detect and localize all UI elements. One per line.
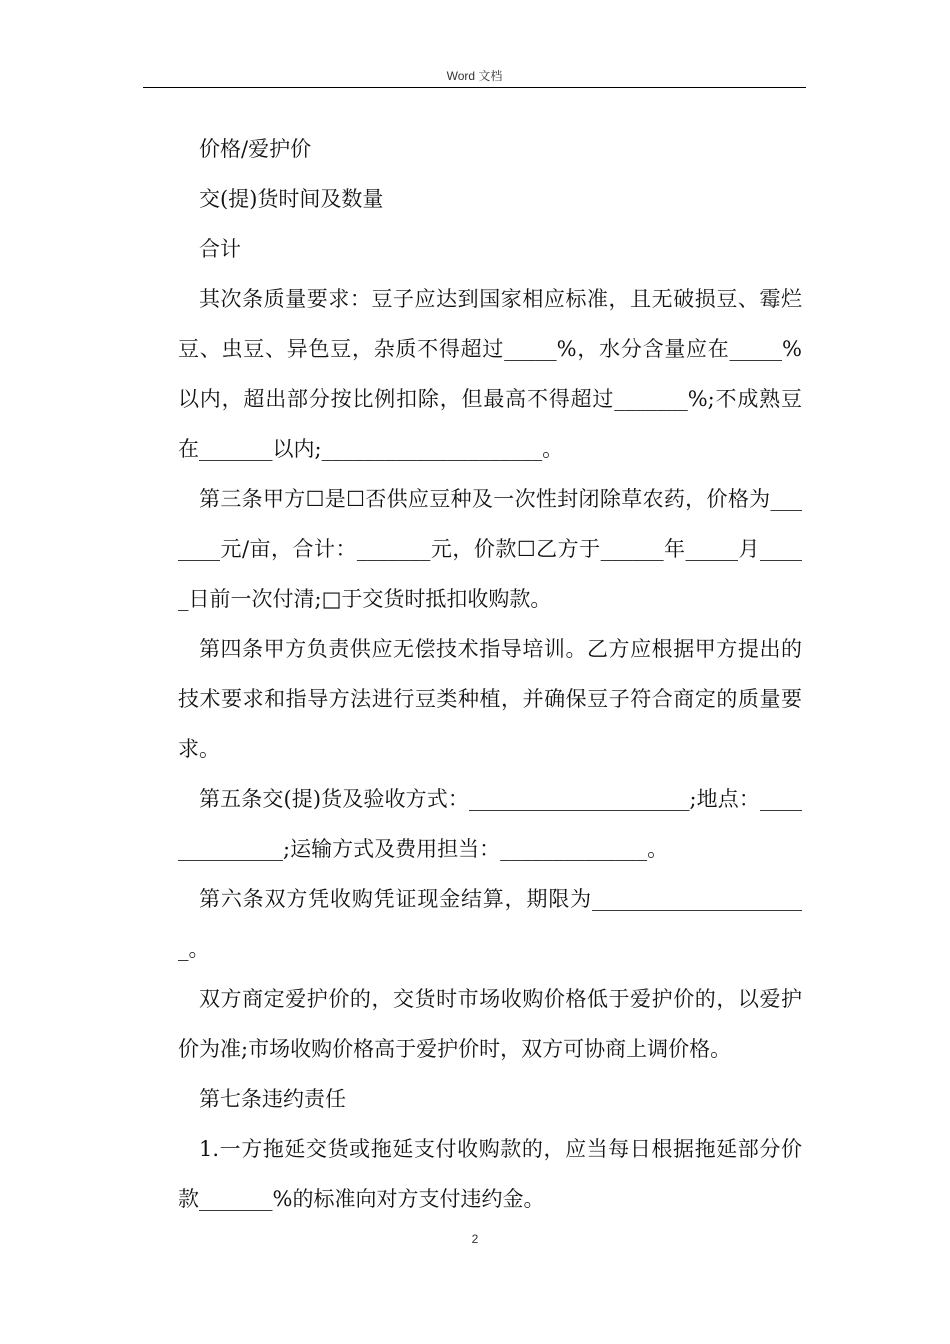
header-divider	[143, 87, 806, 88]
paragraph-article-2-quality: 其次条质量要求：豆子应达到国家相应标准，且无破损豆、霉烂豆、虫豆、异色豆，杂质不得超过_____%，水分含量应在_____%以内，超出部分按比例扣除，但最高不得超过_______%;不成熟豆在_______以内;_____________________。	[178, 287, 802, 461]
paragraph-article-3-seeds: 第三条甲方☐是☐否供应豆种及一次性封闭除草农药，价格为_______元/亩，合计：_______元，价款☐乙方于______年_____月_____日前一次付清;□于交货时抵扣收购款。	[178, 487, 802, 611]
page-number: 2	[471, 1232, 479, 1246]
page-header-title: Word 文档	[446, 69, 503, 83]
paragraph-article-4-training: 第四条甲方负责供应无偿技术指导培训。乙方应根据甲方提出的技术要求和指导方法进行豆类种植，并确保豆子符合商定的质量要求。	[178, 637, 802, 761]
paragraph-article-7-heading: 第七条违约责任	[199, 1087, 346, 1111]
paragraph-protected-price: 双方商定爱护价的，交货时市场收购价格低于爱护价的，以爱护价为准;市场收购价格高于爱护价时，双方可协商上调价格。	[178, 987, 802, 1061]
paragraph-article-6-settlement: 第六条双方凭收购凭证现金结算，期限为_____________________。	[178, 887, 802, 961]
document-body	[178, 124, 802, 1224]
paragraph-article-7-item-1: 1.一方拖延交货或拖延支付收购款的，应当每日根据拖延部分价款_______%的标准向对方支付违约金。	[178, 1137, 802, 1211]
paragraph-article-5-delivery: 第五条交(提)货及验收方式：_____________________;地点：______________;运输方式及费用担当：______________。	[178, 787, 802, 861]
paragraph-total: 合计	[199, 237, 241, 261]
paragraph-price-label: 价格/爱护价	[199, 137, 312, 161]
paragraph-delivery-time: 交(提)货时间及数量	[199, 187, 384, 211]
